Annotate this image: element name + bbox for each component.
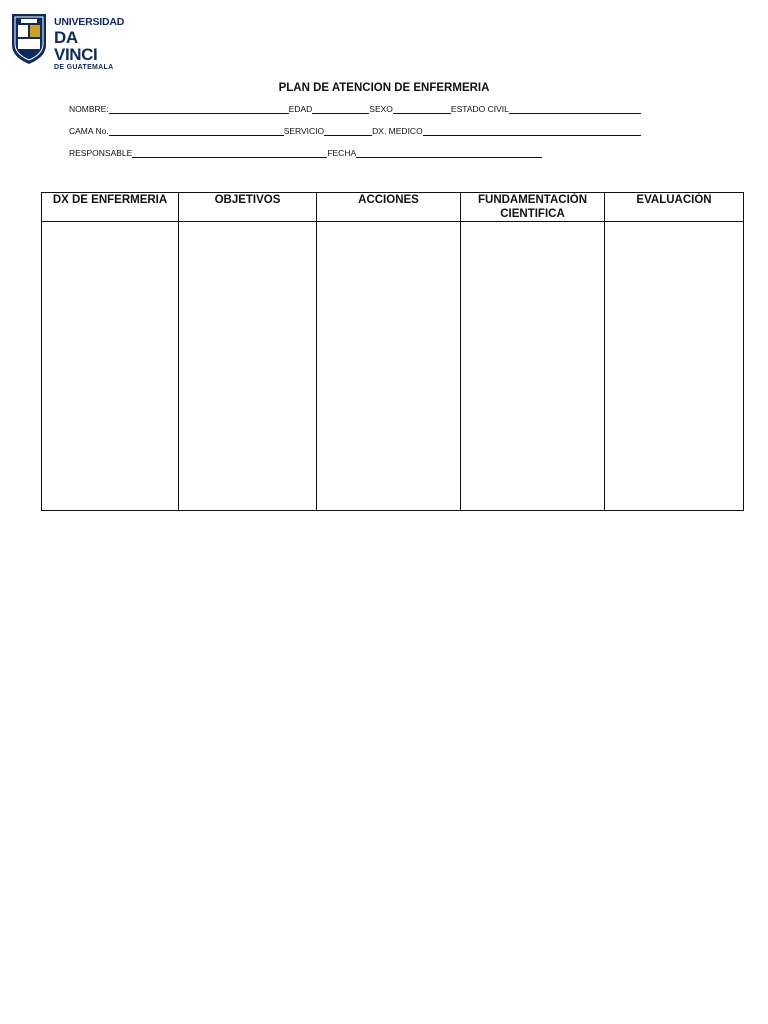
logo-line-1: UNIVERSIDAD [54, 16, 125, 28]
form-row-patient [69, 104, 641, 114]
acciones-cell[interactable] [317, 222, 461, 511]
fecha-label: FECHA [327, 148, 357, 158]
care-plan-table [41, 192, 744, 511]
column-header: EVALUACIÓN [605, 193, 744, 222]
evaluacion-cell[interactable] [605, 222, 744, 511]
sexo-label: SEXO [369, 104, 393, 114]
logo-line-3: DE GUATEMALA [54, 63, 114, 71]
column-header: ACCIONES [317, 193, 461, 222]
responsable-label: RESPONSABLE [69, 148, 133, 158]
dx-medico-label: DX. MEDICO [372, 126, 423, 136]
logo-line-2: DA VINCI [54, 27, 98, 64]
table-row [42, 222, 744, 511]
column-header: DX DE ENFERMERIA [42, 193, 179, 222]
objetivos-cell[interactable] [179, 222, 317, 511]
fecha-field[interactable] [356, 148, 542, 158]
estado-civil-label: ESTADO CIVIL [450, 104, 509, 114]
fundamentacion-cell[interactable] [461, 222, 605, 511]
servicio-label: SERVICIO [283, 126, 325, 136]
dx-medico-field[interactable] [423, 126, 641, 136]
form-row-responsible [69, 148, 542, 158]
university-logo [10, 11, 125, 71]
sexo-field[interactable] [393, 104, 451, 114]
logo-wordmark [54, 17, 124, 71]
column-header: OBJETIVOS [179, 193, 317, 222]
form-row-service [69, 126, 641, 136]
responsable-field[interactable] [132, 148, 327, 158]
edad-label: EDAD [288, 104, 313, 114]
table-header-row [42, 193, 744, 222]
cama-label: CAMA No. [69, 126, 109, 136]
university-crest-icon [10, 11, 48, 65]
dx-enfermeria-cell[interactable] [42, 222, 179, 511]
column-header: FUNDAMENTACIÓN CIENTIFICA [461, 193, 605, 222]
edad-field[interactable] [312, 104, 369, 114]
estado-civil-field[interactable] [509, 104, 641, 114]
nombre-label: NOMBRE: [69, 104, 109, 114]
document-title: PLAN DE ATENCION DE ENFERMERIA [278, 82, 490, 94]
servicio-field[interactable] [324, 126, 372, 136]
cama-field[interactable] [109, 126, 284, 136]
nombre-field[interactable] [109, 104, 289, 114]
